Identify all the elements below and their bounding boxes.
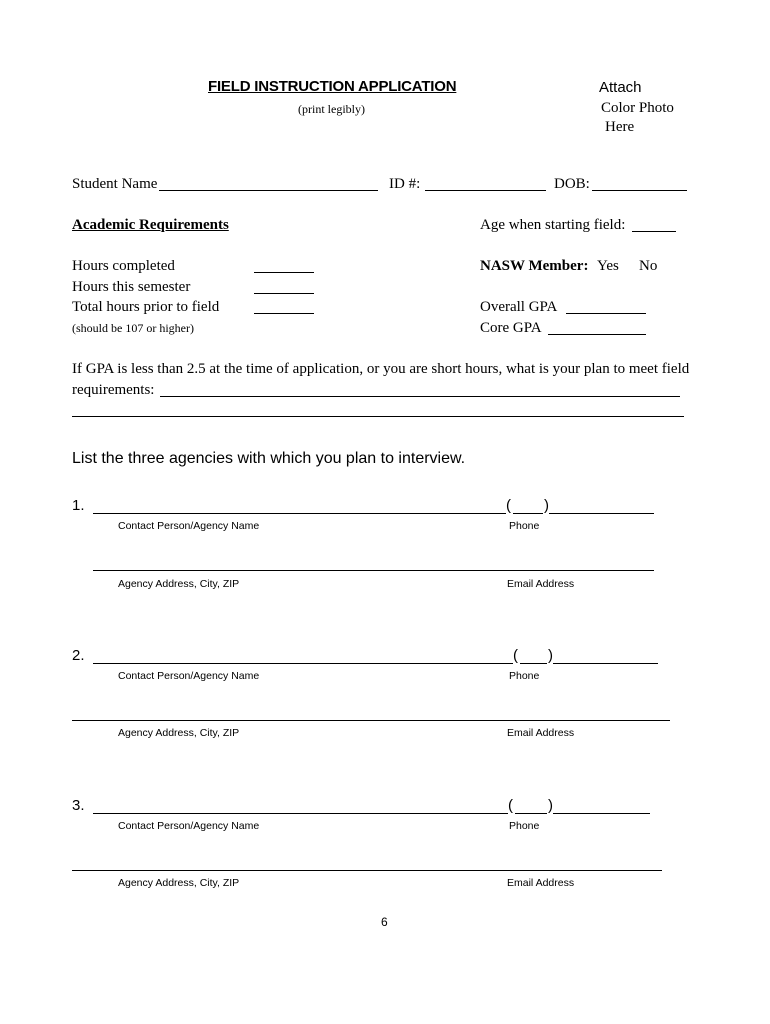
hours-semester-label: Hours this semester: [72, 279, 191, 295]
agency-1-phone-label: Phone: [509, 520, 540, 532]
agency-2-phone-label: Phone: [509, 670, 540, 682]
agency-3-contact-label: Contact Person/Agency Name: [118, 820, 260, 832]
overall-gpa-field[interactable]: [566, 313, 646, 314]
id-label: ID #:: [389, 176, 421, 192]
agency-1-contact-label: Contact Person/Agency Name: [118, 520, 260, 532]
agency-2-paren-open: (: [513, 647, 518, 664]
agency-1-contact-field[interactable]: [93, 513, 506, 514]
agency-2-area-code-field[interactable]: [520, 663, 547, 664]
student-name-label: Student Name: [72, 176, 158, 192]
hours-completed-label: Hours completed: [72, 258, 175, 274]
dob-label: DOB:: [554, 176, 590, 192]
age-field[interactable]: [632, 231, 676, 232]
agency-2-phone-field[interactable]: [553, 663, 658, 664]
core-gpa-label: Core GPA: [480, 320, 542, 336]
hours-semester-field[interactable]: [254, 293, 314, 294]
agency-1-address-label: Agency Address, City, ZIP: [118, 578, 240, 590]
agency-3-address-field[interactable]: [72, 870, 662, 871]
agency-1-paren-close: ): [544, 497, 549, 514]
agency-2-address-label: Agency Address, City, ZIP: [118, 727, 240, 739]
id-field[interactable]: [425, 190, 546, 191]
page-subtitle: (print legibly): [298, 102, 365, 116]
agency-2-email-label: Email Address: [507, 727, 575, 739]
agency-3-contact-field[interactable]: [93, 813, 508, 814]
photo-instruction-line1: Attach: [599, 79, 642, 96]
agency-1-address-field[interactable]: [93, 570, 654, 571]
agencies-heading: List the three agencies with which you plan to interview.: [72, 450, 466, 467]
age-label: Age when starting field:: [480, 217, 626, 233]
agency-1-phone-field[interactable]: [549, 513, 654, 514]
plan-question-line2: requirements:: [72, 382, 155, 398]
agency-2-address-field[interactable]: [72, 720, 670, 721]
plan-question-line1: If GPA is less than 2.5 at the time of application, or you are short hours, what is your plan to meet field: [72, 361, 690, 377]
agency-1-number: 1.: [72, 497, 85, 514]
plan-answer-field-2[interactable]: [72, 416, 684, 417]
agency-3-phone-label: Phone: [509, 820, 540, 832]
photo-instruction-line2: Color Photo: [601, 100, 674, 116]
agency-1-paren-open: (: [506, 497, 511, 514]
agency-3-paren-close: ): [548, 797, 553, 814]
total-hours-field[interactable]: [254, 313, 314, 314]
hours-requirement-note: (should be 107 or higher): [72, 321, 194, 335]
student-name-field[interactable]: [159, 190, 378, 191]
overall-gpa-label: Overall GPA: [480, 299, 558, 315]
agency-2-contact-field[interactable]: [93, 663, 513, 664]
agency-3-paren-open: (: [508, 797, 513, 814]
page-number: 6: [381, 915, 388, 929]
nasw-member-label: NASW Member:: [480, 258, 589, 274]
plan-answer-field-1[interactable]: [160, 396, 680, 397]
agency-3-email-label: Email Address: [507, 877, 575, 889]
agency-2-contact-label: Contact Person/Agency Name: [118, 670, 260, 682]
nasw-yes-option[interactable]: Yes: [597, 258, 619, 274]
core-gpa-field[interactable]: [548, 334, 646, 335]
agency-3-address-label: Agency Address, City, ZIP: [118, 877, 240, 889]
dob-field[interactable]: [592, 190, 687, 191]
hours-completed-field[interactable]: [254, 272, 314, 273]
page-title: FIELD INSTRUCTION APPLICATION: [208, 78, 457, 95]
agency-2-paren-close: ): [548, 647, 553, 664]
nasw-no-option[interactable]: No: [639, 258, 658, 274]
agency-1-area-code-field[interactable]: [513, 513, 543, 514]
agency-2-number: 2.: [72, 647, 85, 664]
agency-1-email-label: Email Address: [507, 578, 575, 590]
agency-3-area-code-field[interactable]: [515, 813, 547, 814]
agency-3-number: 3.: [72, 797, 85, 814]
photo-instruction-line3: Here: [605, 119, 635, 135]
academic-requirements-heading: Academic Requirements: [72, 217, 229, 233]
total-hours-label: Total hours prior to field: [72, 299, 220, 315]
agency-3-phone-field[interactable]: [553, 813, 650, 814]
